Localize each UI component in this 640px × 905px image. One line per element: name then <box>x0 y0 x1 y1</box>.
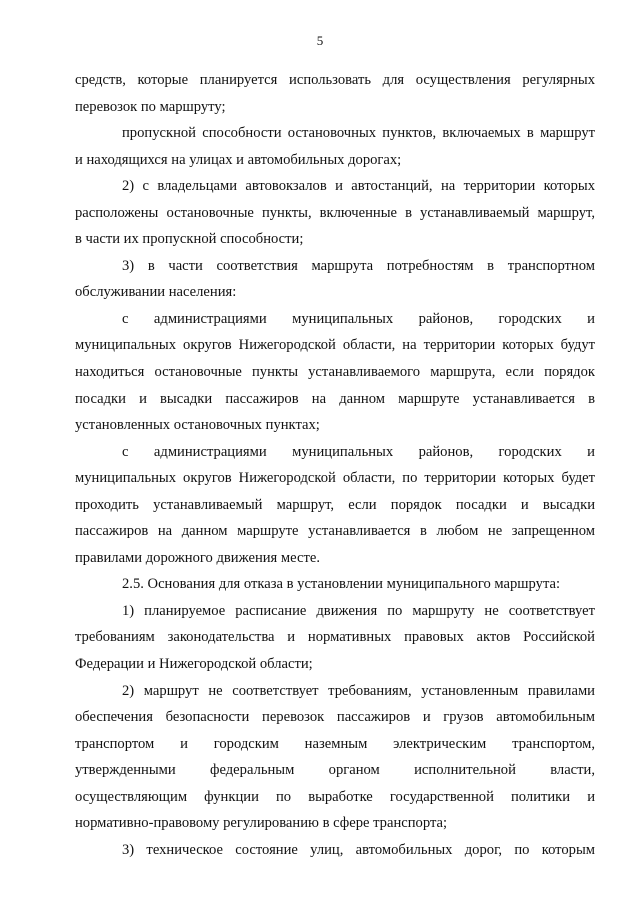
text-line: расположены остановочные пункты, включенные в устанавливаемый маршрут, <box>75 204 595 221</box>
text-line: пассажиров на данном маршруте устанавливается в любом не запрещенном <box>75 523 595 540</box>
text-line: с администрациями муниципальных районов, городских и <box>122 310 595 327</box>
text-line: перевозок по маршруту; <box>75 98 226 115</box>
text-line: средств, которые планируется использовать для осуществления регулярных <box>75 72 595 88</box>
text-line: осуществляющим функции по выработке государственной политики и <box>75 788 595 805</box>
text-line: 3) техническое состояние улиц, автомобильных дорог, по которым <box>122 841 595 858</box>
document-body <box>75 67 595 863</box>
page-number: 5 <box>316 33 324 48</box>
text-line: нормативно-правовому регулированию в сфере транспорта; <box>75 815 448 832</box>
text-line: муниципальных округов Нижегородской области, на территории которых будут <box>75 337 595 354</box>
text-line: и находящихся на улицах и автомобильных дорогах; <box>75 151 402 168</box>
text-line: 2) маршрут не соответствует требованиям, установленным правилами <box>122 682 595 699</box>
text-line: 1) планируемое расписание движения по маршруту не соответствует <box>122 602 595 619</box>
text-line: утвержденными федеральным органом исполнительной власти, <box>75 762 595 779</box>
text-line: обслуживании населения: <box>75 284 237 301</box>
text-line: транспортом и городским наземным электрическим транспортом, <box>75 735 595 752</box>
text-line: Федерации и Нижегородской области; <box>75 656 313 673</box>
text-line: требованиям законодательства и нормативных правовых актов Российской <box>75 629 595 646</box>
text-line: правилами дорожного движения месте. <box>75 549 320 566</box>
text-line: с администрациями муниципальных районов, городских и <box>122 443 595 460</box>
text-line: в части их пропускной способности; <box>75 231 304 248</box>
text-line: 2.5. Основания для отказа в установлении муниципального маршрута: <box>122 576 561 593</box>
text-line: установленных остановочных пунктах; <box>75 417 320 434</box>
text-line: находиться остановочные пункты устанавливаемого маршрута, если порядок <box>75 364 595 381</box>
text-line: пропускной способности остановочных пунктов, включаемых в маршрут <box>122 125 595 142</box>
text-line: 3) в части соответствия маршрута потребностям в транспортном <box>122 257 595 274</box>
text-line: посадки и высадки пассажиров на данном маршруте устанавливается в <box>75 390 595 407</box>
text-line: муниципальных округов Нижегородской области, по территории которых будет <box>75 470 595 487</box>
text-line: 2) с владельцами автовокзалов и автостанций, на территории которых <box>122 178 595 195</box>
text-line: проходить устанавливаемый маршрут, если порядок посадки и высадки <box>75 496 595 513</box>
text-line: обеспечения безопасности перевозок пассажиров и грузов автомобильным <box>75 709 595 726</box>
